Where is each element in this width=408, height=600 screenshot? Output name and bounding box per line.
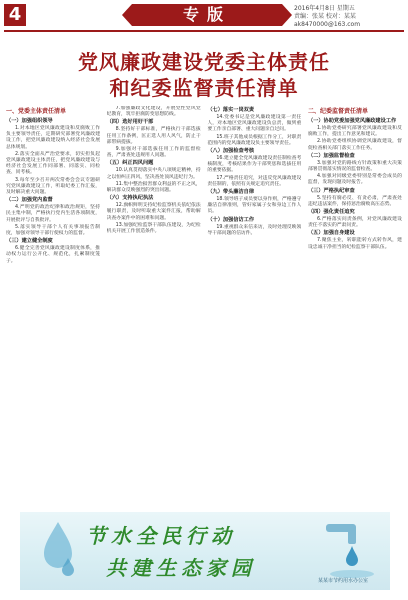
- subsection-heading: （五）加强自身建设: [307, 230, 355, 237]
- paragraph: 5.落实领导干部个人有关事项报告制度，加强对领导干部行使权力的监督。: [6, 224, 100, 237]
- subsection-heading: （一）加强组织领导: [6, 118, 53, 124]
- subsection-heading: （二）加强党内监督: [6, 197, 53, 204]
- article-column: [107, 106, 201, 506]
- section-heading: 二、纪委监督责任清单: [307, 108, 368, 115]
- paragraph: 17.严格责任追究，对违反党风廉政建设责任制的，依照有关规定追究责任。: [207, 175, 302, 187]
- section-heading: 一、党委主体责任清单: [6, 108, 67, 115]
- paragraph: 3.加强对党的路线方针政策和重大决策部署贯彻落实情况的监督检查。: [307, 160, 402, 173]
- subsection-heading: （八）加强检查考核: [207, 148, 255, 155]
- paragraph: 15.班子其他成员根据工作分工，对职责范围内的党风廉政建设负主要领导责任。: [207, 134, 302, 146]
- page-number: 4: [4, 4, 26, 26]
- paragraph: 13.加强纪检监察干部队伍建设，为纪检机关开展工作创造条件。: [106, 222, 201, 235]
- paragraph: 5.坚持有腐必反、有贪必肃，严肃查处违纪违法案件，保持惩治腐败高压态势。: [307, 195, 402, 207]
- water-drop-icon: [38, 518, 78, 578]
- paragraph: 2.落实全面从严治党要求，切实担负起党风廉政建设主体责任，把党风廉政建设与经济社会发展工作同部署、同落实、同检查、同考核。: [6, 151, 100, 176]
- article-column: [308, 106, 402, 506]
- dateline: [294, 5, 402, 29]
- subsection-heading: （五）纠正四风问题: [106, 160, 154, 167]
- subsection-heading: （四）选好用好干部: [106, 119, 154, 126]
- masthead-rule: [4, 30, 404, 32]
- headline-line-1: 党风廉政建设党委主体责任: [78, 50, 330, 74]
- article-column: [6, 106, 100, 506]
- banner-slogan-1: 节水全民行动: [86, 524, 236, 548]
- paragraph: 1.对本地区党风廉政建设和反腐败工作负主要领导责任，定期研究部署党风廉政建设工作，把党风廉政建设纳入经济社会发展总体规划。: [6, 126, 100, 150]
- subsection-heading: （十）加强信访工作: [207, 216, 255, 223]
- paragraph: 19.重视群众来信来访，及时处理反映领导干部问题的信访件。: [207, 224, 302, 236]
- paragraph: 2.协助党委组织协调党风廉政建设，督促检查相关部门落实工作任务。: [307, 139, 402, 151]
- water-saving-banner: [20, 512, 390, 590]
- paragraph: 4.加强对同级党委特别是常委会成员的监督，发现问题及时报告。: [307, 174, 402, 186]
- banner-slogan-2: 共建生态家园: [106, 556, 256, 580]
- paragraph: 12.旗帜鲜明支持纪检监察机关依纪依法履行职责，及时听取重大案件汇报，帮助解决查办案件中的困难和问题。: [106, 203, 201, 221]
- subsection-heading: （三）建立健全制度: [6, 238, 53, 245]
- paragraph: 6.严格落实问责条例，对党风廉政建设责任不落实的严肃问责。: [307, 217, 402, 229]
- paragraph: 16.建立健全党风廉政建设责任制检查考核制度，考核结果作为干部奖惩和选拔任用的重要依据。: [207, 156, 302, 174]
- faucet-icon: [318, 516, 378, 580]
- paragraph: 4.严明党的政治纪律和政治规矩，坚持民主集中制，严格执行党内生活各项制度，开展批评与自我批评。: [6, 205, 100, 223]
- paragraph: 9.加强对干部选拔任用工作的监督检查，严肃查处违规用人问题。: [106, 147, 201, 159]
- paragraph: 14.党委书记是党风廉政建设第一责任人，对本地区党风廉政建设负总责，做到重要工作亲自部署、重大问题亲自过问。: [207, 115, 302, 133]
- banner-caption: 某某市节约用水办公室: [317, 578, 368, 584]
- editor-text: 责编：张某 校对：某某 ak8470000@163.com: [294, 13, 361, 28]
- subsection-heading: （一）协助党委加强党风廉政建设工作: [307, 118, 397, 124]
- subsection-heading: （四）强化责任追究: [307, 209, 355, 216]
- subsection-heading: （三）严格执纪审查: [307, 187, 355, 194]
- paragraph: 10.认真贯彻落实中央八项规定精神，持之以恒纠正四风，坚决查处顶风违纪行为。: [106, 168, 201, 180]
- paragraph: 7.加强廉政文化建设，开展党性党风党纪教育，筑牢拒腐防变思想防线。: [106, 106, 201, 118]
- article-body: [6, 106, 402, 506]
- paragraph: 6.健全完善党风廉政建设制度体系，推动权力运行公开化、规范化，扎紧制度笼子。: [6, 246, 100, 264]
- subsection-heading: （六）支持执纪执法: [106, 195, 154, 202]
- subsection-heading: （七）落实一岗双责: [207, 107, 255, 113]
- subsection-heading: （九）带头廉洁自律: [207, 189, 255, 196]
- article-column: [207, 106, 301, 506]
- paragraph: 11.集中整治损害群众利益的不正之风，解决群众反映强烈的突出问题。: [106, 181, 201, 194]
- paragraph: 3.每年至少召开两次常委会会议专题研究党风廉政建设工作，听取纪委工作汇报，及时解决重大问题。: [6, 177, 100, 196]
- paragraph: 18.领导班子成员要以身作则，严格遵守廉洁自律准则，管好家属子女和身边工作人员。: [207, 197, 302, 215]
- paragraph: 1.协助党委研究部署党风廉政建设和反腐败工作，提出工作意见和建议。: [307, 126, 402, 138]
- section-title: 专版: [132, 4, 282, 26]
- paragraph: 8.坚持好干部标准，严格执行干部选拔任用工作条例，匡正选人用人风气，防止干部带病提拔。: [106, 127, 201, 145]
- date-text: 2016年4月8日 星期五: [294, 5, 355, 12]
- headline-line-2: 和纪委监督责任清单: [109, 76, 299, 100]
- paragraph: 7.聚焦主业，转职能转方式转作风，建设忠诚干净担当的纪检监察干部队伍。: [307, 238, 402, 250]
- masthead: [0, 0, 408, 30]
- subsection-heading: （二）加强监督检查: [307, 152, 355, 159]
